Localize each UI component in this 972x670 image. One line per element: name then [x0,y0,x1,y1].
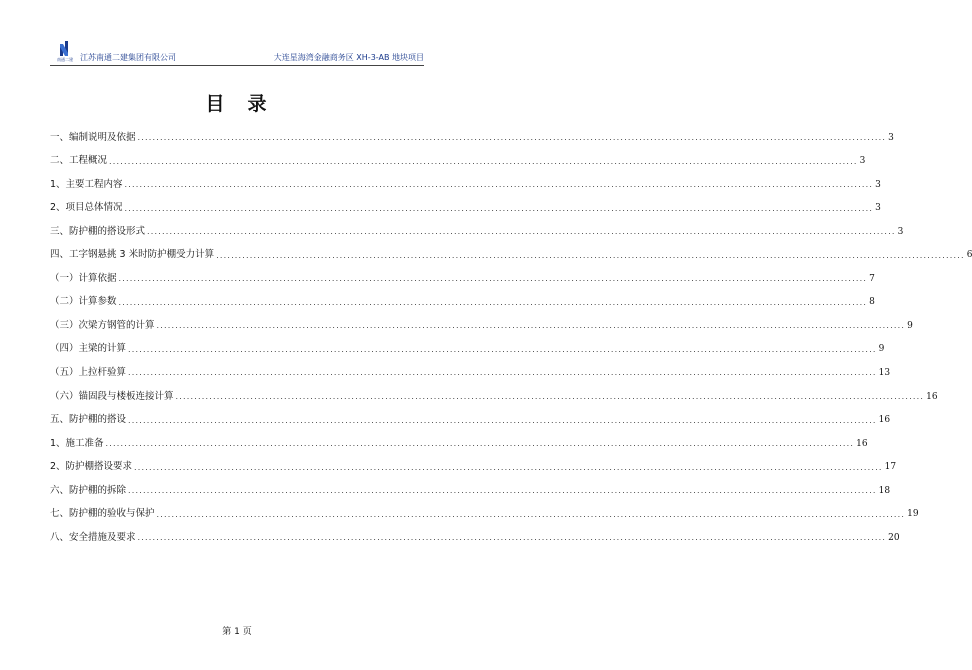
toc-dot-leader: ........................................................................................................................................................................................................ [137,132,887,142]
toc-entry-page-number: 18 [878,485,891,496]
toc-entry-page-number: 6 [966,250,972,261]
company-logo [50,40,80,64]
toc-entry[interactable] [50,425,868,449]
toc-entry[interactable] [50,519,900,543]
toc-entry[interactable] [50,307,913,331]
toc-entry-label: 二、工程概况 [50,155,108,167]
toc-entry-page-number: 7 [869,273,875,284]
toc-entry-label: （一）计算依据 [50,272,117,284]
toc-dot-leader: ........................................................................................................................................................................................................ [128,415,877,425]
toc-entry-page-number: 9 [907,320,913,331]
toc-entry[interactable] [50,260,875,284]
toc-dot-leader: ........................................................................................................................................................................................................ [118,297,868,307]
toc-entry-page-number: 3 [875,203,881,214]
toc-entry-label: 三、防护棚的搭设形式 [50,225,146,237]
toc-entry[interactable] [50,213,904,237]
toc-entry-page-number: 3 [875,179,881,190]
toc-entry-label: 一、编制说明及依据 [50,131,136,143]
toc-dot-leader: ........................................................................................................................................................................................................ [147,227,896,237]
toc-entry-label: （五）上拉杆验算 [50,367,127,379]
company-name: 江苏南通二建集团有限公司 [80,53,176,62]
toc-entry-page-number: 3 [897,226,904,237]
toc-dot-leader: ........................................................................................................................................................................................................ [128,486,877,496]
toc-entry-label: 2、防护棚搭设要求 [50,461,133,473]
toc-dot-leader: ........................................................................................................................................................................................................ [156,509,906,519]
toc-entry-label: 六、防护棚的拆除 [50,484,127,496]
toc-entry-label: 1、主要工程内容 [50,178,123,190]
toc-entry-label: （三）次梁方钢管的计算 [50,319,155,331]
toc-entry-label: 七、防护棚的验收与保护 [50,508,155,520]
toc-entry-page-number: 13 [878,368,891,379]
page-title: 目 录 [205,93,269,115]
toc-dot-leader: ........................................................................................................................................................................................................ [105,439,855,449]
toc-entry-page-number: 3 [888,132,894,143]
logo-mark-icon [50,40,80,57]
toc-entry[interactable] [50,284,875,308]
toc-entry-label: （四）主梁的计算 [50,343,127,355]
toc-entry[interactable] [50,331,885,355]
toc-dot-leader: ........................................................................................................................................................................................................ [109,156,858,166]
toc-entry-label: 八、安全措施及要求 [50,531,136,543]
toc-dot-leader: ........................................................................................................................................................................................................ [156,321,906,331]
toc-dot-leader: ........................................................................................................................................................................................................ [134,462,883,472]
toc-entry[interactable] [50,378,938,402]
toc-entry-label: （六）锚固段与楼板连接计算 [50,390,174,402]
toc-entry-page-number: 17 [884,462,897,473]
toc-dot-leader: ........................................................................................................................................................................................................ [128,344,877,354]
toc-entry[interactable] [50,166,881,190]
toc-entry-page-number: 16 [926,391,938,402]
toc-dot-leader: ........................................................................................................................................................................................................ [124,203,874,213]
toc-entry[interactable] [50,237,972,261]
toc-entry[interactable] [50,354,891,379]
toc-dot-leader: ........................................................................................................................................................................................................ [175,391,925,401]
toc-dot-leader: ........................................................................................................................................................................................................ [128,368,877,378]
toc-entry-page-number: 8 [869,297,875,308]
toc-entry-page-number: 20 [888,532,900,543]
toc-dot-leader: ........................................................................................................................................................................................................ [124,180,874,190]
project-name: 大连星海湾金融商务区 XH-3-AB 地块项目 [273,53,424,62]
toc-entry[interactable] [50,449,897,473]
toc-entry[interactable] [50,402,891,426]
toc-entry-label: 五、防护棚的搭设 [50,414,127,426]
toc-entry-label: （二）计算参数 [50,296,117,308]
toc-entry[interactable] [50,143,866,167]
table-of-contents [50,119,972,543]
toc-entry-label: 四、工字钢悬挑 3 米时防护棚受力计算 [50,249,215,261]
toc-dot-leader: ........................................................................................................................................................................................................ [216,250,965,260]
toc-entry-page-number: 9 [878,344,885,355]
toc-entry-page-number: 19 [907,509,919,520]
toc-entry-page-number: 16 [856,438,868,449]
toc-entry-page-number: 16 [878,415,891,426]
toc-dot-leader: ........................................................................................................................................................................................................ [137,533,887,543]
toc-entry[interactable] [50,119,894,143]
header-divider [50,65,424,66]
toc-entry-label: 1、施工准备 [50,437,104,449]
toc-entry-label: 2、项目总体情况 [50,202,123,214]
toc-entry-page-number: 3 [859,156,866,167]
toc-entry[interactable] [50,190,881,214]
page-footer: 第 1 页 [222,627,252,637]
toc-entry[interactable] [50,496,919,520]
page-header [50,40,424,64]
logo-caption: 南通二建 [57,57,73,62]
toc-entry[interactable] [50,472,891,496]
toc-dot-leader: ........................................................................................................................................................................................................ [118,274,868,284]
